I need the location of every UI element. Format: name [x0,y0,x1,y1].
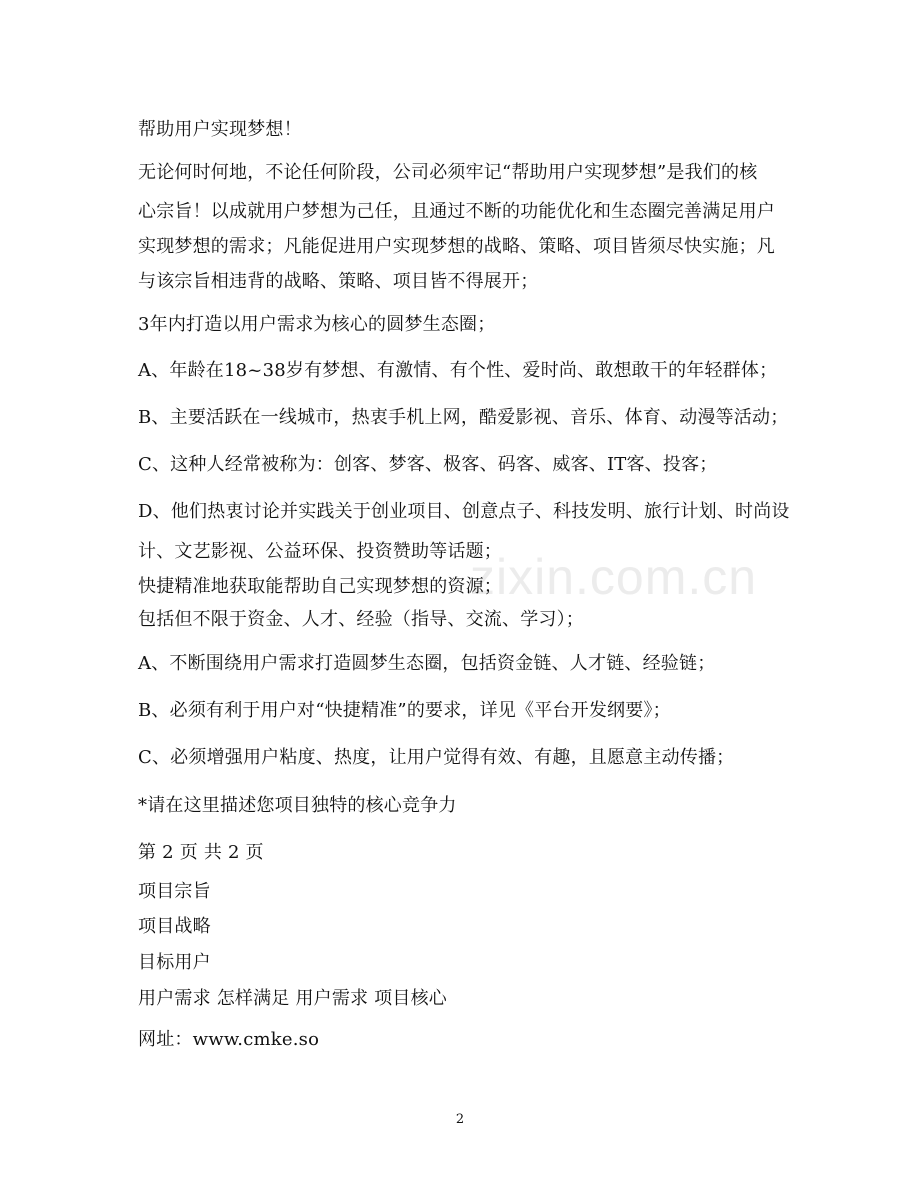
watermark: zixin.com.cn [470,549,758,605]
target-users: 目标用户 [138,952,211,973]
list-item-c: C、这种人经常被称为：创客、梦客、极客、码客、威客、IT客、投客； [138,454,718,475]
list-item-a: A、年龄在18~38岁有梦想、有激情、有个性、爱时尚、敢想敢干的年轻群体； [138,360,778,381]
list-item-b: B、必须有利于用户对“快捷精准”的要求，详见《平台开发纲要》； [138,700,671,721]
paragraph-line: 无论何时何地，不论任何阶段，公司必须牢记“帮助用户实现梦想”是我们的核 [138,162,758,183]
paragraph-line: 包括但不限于资金、人才、经验（指导、交流、学习）； [138,609,584,630]
paragraph-line: 3年内打造以用户需求为核心的圆梦生态圈； [138,314,496,335]
list-item-d-continued: 计、文艺影视、公益环保、投资赞助等话题； [138,541,502,562]
core-competitiveness-prompt: *请在这里描述您项目独特的核心竞争力 [138,795,457,816]
paragraph-line: 实现梦想的需求；凡能促进用户实现梦想的战略、策略、项目皆须尽快实施；凡 [138,236,775,257]
project-strategy: 项目战略 [138,916,211,937]
heading-help-users: 帮助用户实现梦想！ [138,119,302,140]
paragraph-line: 快捷精准地获取能帮助自己实现梦想的资源； [138,576,502,597]
list-item-b: B、主要活跃在一线城市，热衷手机上网，酷爱影视、音乐、体育、动漫等活动； [138,407,789,428]
list-item-c: C、必须增强用户粘度、热度，让用户觉得有效、有趣，且愿意主动传播； [138,747,735,768]
website-line: 网址：www.cmke.so [138,1029,320,1050]
list-item-a: A、不断围绕用户需求打造圆梦生态圈，包括资金链、人才链、经验链； [138,653,716,674]
paragraph-line: 心宗旨！以成就用户梦想为己任，且通过不断的功能优化和生态圈完善满足用户 [138,201,775,222]
page-number: 2 [455,1112,465,1127]
paragraph-line: 与该宗旨相违背的战略、策略、项目皆不得展开； [138,271,539,292]
list-item-d: D、他们热衷讨论并实践关于创业项目、创意点子、科技发明、旅行计划、时尚设 [138,501,790,522]
page-count-text: 第 2 页 共 2 页 [138,842,264,863]
project-purpose: 项目宗旨 [138,881,211,902]
user-needs-row: 用户需求 怎样满足 用户需求 项目核心 [138,988,447,1009]
